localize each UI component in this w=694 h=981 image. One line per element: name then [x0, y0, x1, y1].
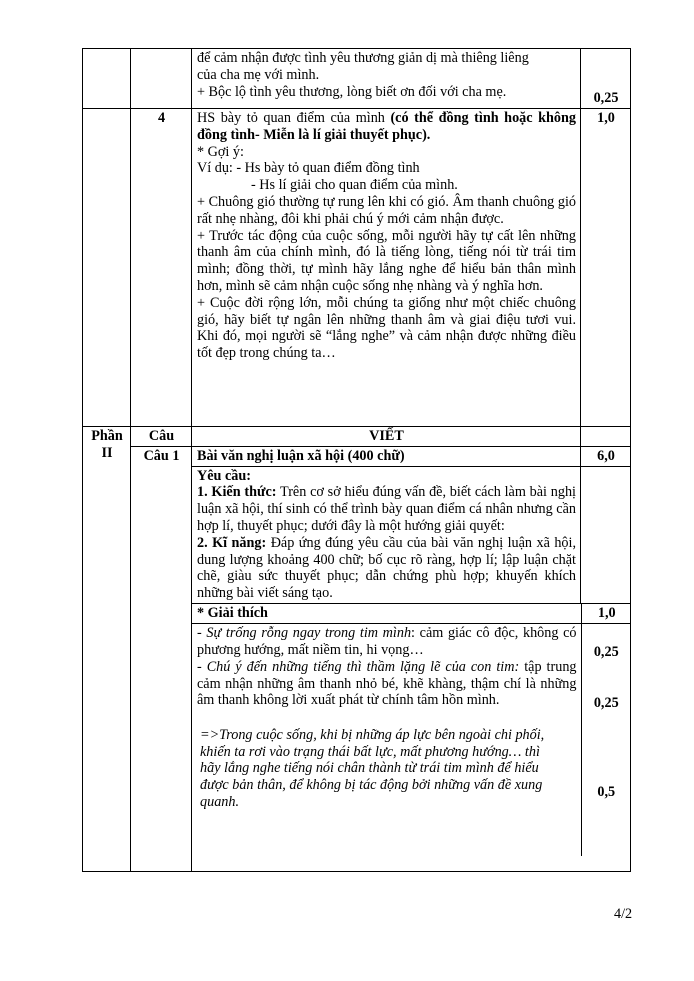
question-label: Câu 1: [131, 446, 192, 871]
question-number: 4: [131, 109, 192, 427]
requirements-content: [192, 466, 581, 603]
example-line: Ví dụ: - Hs bày tỏ quan điểm đồng tình: [197, 160, 420, 177]
section-header-row: [83, 427, 631, 447]
conclusion-text: =>Trong cuộc sống, khi bị những áp lực bên ngoài chi phối, khiến ta rơi vào trạng thái bất lực, mất phương hướng… thì hãy lắng nghe tiếng nói chân thành từ trái tim mình để hiểu được bản thân, để không bị tác động bởi những vấn đề xung quanh.: [200, 726, 545, 810]
page-number: 4/2: [614, 906, 633, 922]
explain-1-score: 0,25: [593, 643, 619, 660]
continued-line: của cha mẹ với mình.: [197, 66, 320, 83]
question-column-header: Câu: [131, 427, 192, 447]
question-4-content: [192, 109, 581, 427]
example-line: - Hs lí giải cho quan điểm của mình.: [251, 177, 458, 194]
task-row: [83, 446, 631, 466]
explain-content: [192, 623, 581, 856]
requirements-heading: Yêu cầu:: [197, 467, 251, 484]
skill-paragraph: 2. Kĩ năng: Đáp ứng đúng yêu cầu của bài văn nghị luận xã hội, dung lượng khoảng 400 chữ; bố cục rõ ràng, hợp lí; lập luận chặt chẽ, giàu sức thuyết phục; dẫn chứng phù hợp; khuyến khích những bài viết sáng tạo.: [197, 534, 576, 602]
answer-point: + Chuông gió thường tự rung lên khi có gió. Âm thanh chuông gió rất nhẹ nhàng, đôi khi phải chú ý mới cảm nhận được.: [197, 193, 576, 227]
explain-scores: [581, 623, 631, 856]
section-title: VIẾT: [192, 427, 581, 447]
knowledge-paragraph: 1. Kiến thức: Trên cơ sở hiểu đúng vấn đề, biết cách làm bài nghị luận xã hội, thí sinh có thể trình bày quan điểm cá nhân nhưng cần hợp lí, thuyết phục; dưới đây là một hướng giải quyết:: [197, 484, 576, 534]
conclusion-score: 0,5: [597, 783, 616, 800]
part-label: Phần II: [83, 427, 131, 872]
question-4-score: 1,0: [581, 109, 631, 427]
explain-heading: * Giải thích: [192, 604, 581, 623]
answer-table: [82, 48, 631, 872]
explain-table: [192, 604, 631, 856]
task-title: Bài văn nghị luận xã hội (400 chữ): [192, 446, 581, 466]
hint-label: * Gợi ý:: [197, 143, 244, 160]
explain-item-2: - Chú ý đến những tiếng thì thầm lặng lẽ của con tim: tập trung cảm nhận những âm thanh nhỏ bé, khẽ khàng, thậm chí là những âm thanh không lời xuất phát từ chính tâm hồn mình.: [197, 658, 577, 709]
question-4-intro: HS bày tỏ quan điểm của mình (có thể đồng tình hoặc không đồng tình- Miễn là lí giải thuyết phục).: [197, 110, 576, 143]
continued-row: [83, 49, 631, 109]
explain-item-1: - Sự trống rỗng ngay trong tim mình: cảm giác cô độc, không có phương hướng, mất niềm tin, hi vọng…: [197, 624, 577, 658]
continued-score: 0,25: [581, 49, 631, 109]
continued-line: + Bộc lộ tình yêu thương, lòng biết ơn đối với cha mẹ.: [197, 83, 507, 100]
explain-2-score: 0,25: [593, 694, 619, 711]
answer-point: + Cuộc đời rộng lớn, mỗi chúng ta giống như một chiếc chuông gió, hãy biết tự ngân lên những thanh âm và giai điệu tươi vui. Khi đó, mọi người sẽ “lắng nghe” và cảm nhận được những điều tốt đẹp trong chúng ta…: [197, 294, 576, 362]
explain-score: 1,0: [581, 604, 631, 623]
task-score: 6,0: [581, 446, 631, 466]
continued-line: để cảm nhận được tình yêu thương giản dị mà thiêng liêng: [197, 50, 529, 66]
question-4-row: [83, 109, 631, 427]
continued-content: [192, 49, 581, 109]
answer-point: + Trước tác động của cuộc sống, mỗi người hãy tự cất lên những thanh âm của chính mình, đó là tiếng lòng, tiếng nói từ trái tim mình; đồng thời, tự mình hãy lắng nghe để hiểu bản thân mình hơn, mình sẽ cảm nhận cuộc sống nhẹ nhàng và ý nghĩa hơn.: [197, 227, 576, 294]
explain-cell: [192, 603, 631, 871]
